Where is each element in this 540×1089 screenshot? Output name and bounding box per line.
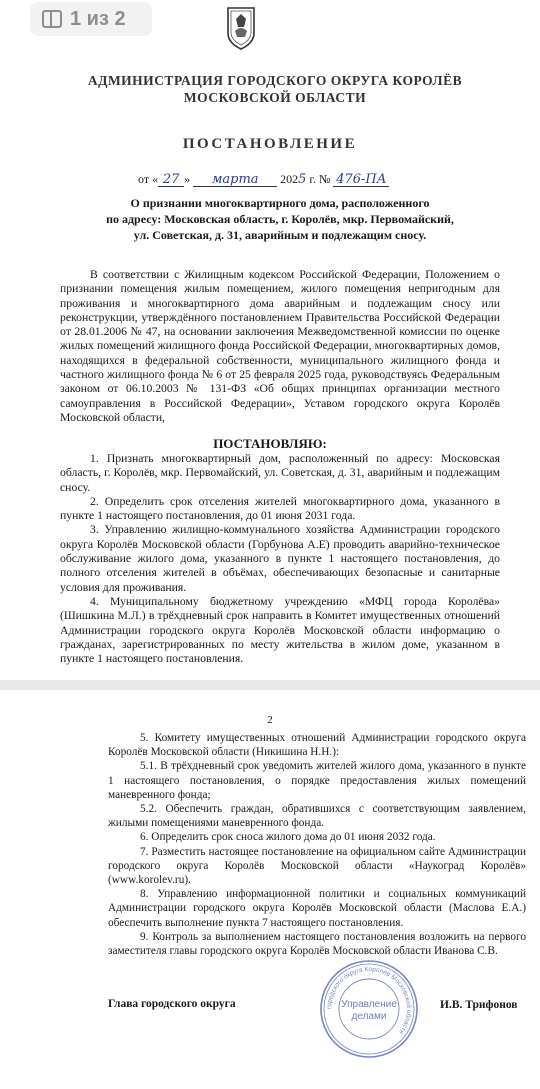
item-5: 5. Комитету имущественных отношений Администрации городского округа Королёв Московской области (Никишина Н.Н.): (108, 732, 526, 759)
stamp-center-line-1: Управление (341, 999, 397, 1010)
date-suffix: г. № (309, 172, 331, 186)
item-6: 6. Определить срок сноса жилого дома до 01 июня 2032 года. (140, 831, 436, 844)
organization-header (60, 72, 490, 106)
document-type-title: ПОСТАНОВЛЕНИЕ (182, 136, 358, 152)
date-month: марта (193, 173, 277, 187)
decree-number: 476-ПА (333, 173, 389, 187)
signature-title: Глава городского округа (108, 998, 236, 1010)
stamp-center-line-2: делами (351, 1011, 387, 1022)
page1-items (60, 452, 500, 666)
date-prefix: от « (138, 172, 159, 186)
item-5-2: 5.2. Обеспечить граждан, обратившихся с соответствующим заявлением, жилыми помещениями маневренного фонда. (108, 803, 526, 830)
page-indicator-text: 1 из 2 (70, 7, 126, 30)
date-year-prefix: 202 (280, 172, 299, 186)
resolve-heading: ПОСТАНОВЛЯЮ: (213, 436, 327, 451)
preamble (60, 268, 500, 425)
organization-line-2: МОСКОВСКОЙ ОБЛАСТИ (183, 90, 367, 105)
preamble-paragraph: В соответствии с Жилищным кодексом Российской Федерации, Положением о признании помещения жилым помещением, жилого помещения непригодным для проживания и многоквартирного дома аварийным и подлежащим сносу или реконструкции, утверждённого постановлением Правительства Российской Федерации от 28.01.2006 № 47, на основании заключения Межведомственной комиссии по оценке жилых помещений жилищного фонда Российской Федерации, многоквартирных домов, находящихся в федеральной собственности, муниципального жилищного фонда и частного жилищного фонда № 6 от 25 февраля 2025 года, руководствуясь Федеральным законом от 06.10.2003 № 131-ФЗ «Об общих принципах организации местного самоуправления в Российской Федерации», Уставом городского округа Королёв Московской области, (60, 268, 500, 424)
organization-line-1: АДМИНИСТРАЦИЯ ГОРОДСКОГО ОКРУГА КОРОЛЁВ (87, 73, 463, 88)
item-2: 2. Определить срок отселения жителей многоквартирного дома, указанного в пункте 1 настоящего постановления, до 01 июня 2031 года. (60, 494, 500, 523)
page2-items (108, 731, 526, 958)
item-5-1: 5.1. В трёхдневный срок уведомить жителей жилого дома, указанного в пункте 1 настоящего постановления, о порядке предоставления жилых помещений маневренного фонда; (108, 760, 526, 801)
item-9: 9. Контроль за выполнением настоящего постановления возложить на первого заместителя главы городского округа Королёв Московской области Иванова С.В. (108, 930, 526, 958)
date-year-handwritten: 5 (298, 172, 307, 187)
subject-line-1: О признании многоквартирного дома, расположенного (130, 196, 430, 210)
decree-date-line (138, 172, 389, 187)
date-mid: » (184, 172, 191, 186)
page-number: 2 (267, 714, 273, 726)
item-4: 4. Муниципальному бюджетному учреждению «МФЦ города Королёва» (Шишкина М.Л.) в трёхдневный срок направить в Комитет имущественных отношений Администрации городского округа Королёв Московской области информацию о гражданах, зарегистрированных по месту жительства в жилом доме, указанном в пункте 1 настоящего постановления. (60, 594, 500, 666)
item-3: 3. Управлению жилищно-коммунального хозяйства Администрации городского округа Королёв Московской области (Горбунова А.Е) проводить аварийно-техническое обслуживание жилого дома, указанного в пункте 1 настоящего постановления, до полного отселения жителей в объёмах, обеспечивающих безопасные и санитарные условия для проживания. (60, 523, 500, 594)
coat-of-arms-icon (226, 5, 256, 51)
subject-line-3: ул. Советская, д. 31, аварийным и подлежащим сносу. (133, 228, 427, 242)
stamp-ring-text: городского округа Королёв Московской области (325, 965, 413, 1036)
page-indicator[interactable] (30, 2, 152, 36)
subject-line-2: по адресу: Московская область, г. Королёв, мкр. Первомайский, (106, 212, 454, 226)
decree-subject (60, 195, 500, 243)
item-8: 8. Управлению информационной политики и социальных коммуникаций Администрации городского округа Королёв Московской области (Маслова Е.А.) обеспечить выполнение пункта 7 настоящего постановления. (108, 888, 526, 929)
date-day: 27 (158, 173, 184, 187)
sidebar-panel-icon[interactable] (42, 10, 62, 28)
signature-name: И.В. Трифонов (440, 999, 518, 1011)
item-7: 7. Разместить настоящее постановление на официальном сайте Администрации городского округа Королёв Московской области «Наукоград Королёв» (www.korolev.ru). (108, 845, 526, 887)
official-stamp (318, 958, 420, 1060)
item-1: 1. Признать многоквартирный дом, расположенный по адресу: Московская область, г. Королёв, мкр. Первомайский, ул. Советская, д. 31, аварийным и подлежащим сносу. (60, 452, 500, 494)
